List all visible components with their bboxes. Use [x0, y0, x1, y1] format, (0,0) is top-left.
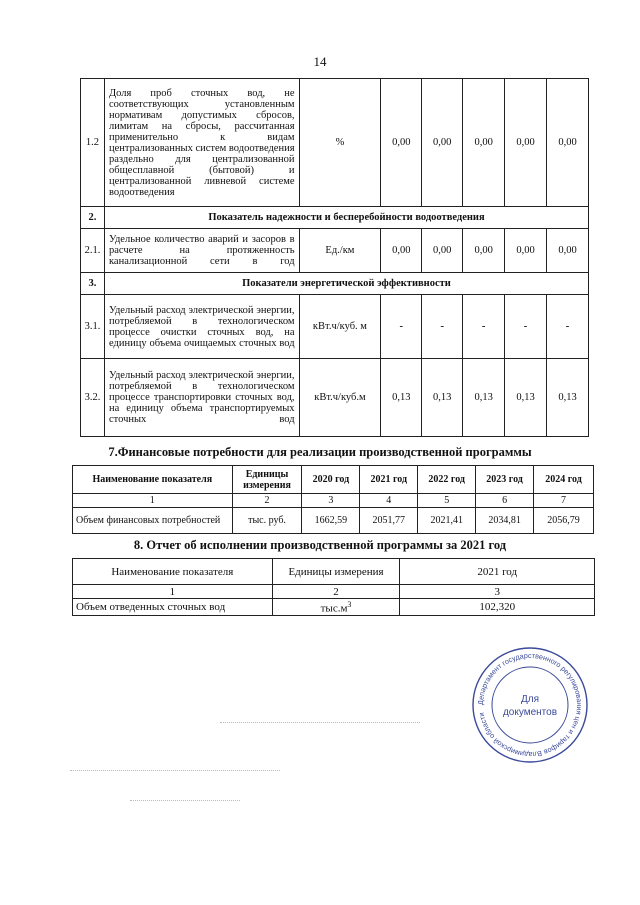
value-cell: 0,13 [505, 359, 547, 437]
indicator-name: Доля проб сточных вод, не соответствующих установленным нормативам допустимых сбросов, лимитам на сбросы, рассчитанная применительно к видам централизованных систем водоотведения раздельно для централизованной общесплавной (бытовой) и централизованной ливневой системе водоотведения [104, 79, 299, 207]
index-cell: 5 [418, 494, 476, 508]
unit-cell: кВт.ч/куб. м [299, 295, 381, 359]
index-cell: 1 [73, 585, 273, 599]
report-heading: 8. Отчет об исполнении производственной программы за 2021 год [133, 538, 507, 552]
section-row [81, 207, 589, 229]
finance-heading: 7.Финансовые потребности для реализации производственной программы [108, 445, 532, 459]
value-cell: 0,00 [547, 79, 589, 207]
unit-text: тыс.м [320, 602, 348, 615]
value-cell: - [422, 295, 463, 359]
value-cell: 0,00 [505, 229, 547, 273]
value-cell: 0,00 [381, 229, 422, 273]
row-number: 3.2. [81, 359, 105, 437]
value-cell: - [463, 295, 505, 359]
value-cell: 0,00 [381, 79, 422, 207]
stamp-ring-text: Департамент государственного регулирования цен и тарифов Владимирской области [475, 650, 585, 760]
index-cell: 6 [476, 494, 534, 508]
indicator-row [81, 229, 589, 273]
header-cell: 2023 год [476, 466, 534, 494]
finance-index-row [73, 494, 594, 508]
index-cell: 7 [534, 494, 594, 508]
section-number: 3. [81, 273, 105, 295]
indicator-name: Удельный расход электрической энергии, потребляемой в технологическом процессе очистки сточных вод, на единицу объема очищаемых сточных вод [104, 295, 299, 359]
data-cell: 102,320 [400, 599, 595, 616]
document-stamp [470, 645, 590, 765]
value-cell: 0,13 [381, 359, 422, 437]
report-data-row [73, 599, 595, 616]
data-cell: Объем отведенных сточных вод [73, 599, 273, 616]
report-header-row [73, 559, 595, 585]
finance-table [72, 465, 594, 534]
header-cell: Единицы измерения [232, 466, 302, 494]
section-title: Показатели энергетической эффективности [104, 273, 588, 295]
header-cell: 2020 год [302, 466, 360, 494]
value-cell: 0,00 [422, 79, 463, 207]
unit-cell: кВт.ч/куб.м [299, 359, 381, 437]
value-cell: 0,00 [422, 229, 463, 273]
value-cell: 0,00 [463, 229, 505, 273]
value-cell: 0,13 [422, 359, 463, 437]
index-cell: 3 [302, 494, 360, 508]
report-index-row [73, 585, 595, 599]
indicator-row [81, 79, 589, 207]
stamp-outer-ring [473, 648, 587, 762]
header-cell: Наименование показателя [73, 466, 233, 494]
stamp-center-line2: документов [502, 707, 558, 718]
indicator-name: Удельный расход электрической энергии, потребляемой в технологическом процессе транспортировки сточных вод, на единицу объема транспортируемых сточных вод [104, 359, 299, 437]
finance-data-row [73, 508, 594, 534]
data-cell: тыс. руб. [232, 508, 302, 534]
row-number: 1.2 [81, 79, 105, 207]
report-table [72, 558, 595, 616]
section-title: Показатель надежности и бесперебойности водоотведения [104, 207, 588, 229]
unit-cell: % [299, 79, 381, 207]
scan-dotted-line [70, 770, 280, 771]
data-cell: 2021,41 [418, 508, 476, 534]
value-cell: 0,13 [463, 359, 505, 437]
header-cell: 2021 год [360, 466, 418, 494]
section-row [81, 273, 589, 295]
finance-header-row [73, 466, 594, 494]
indicator-row [81, 295, 589, 359]
stamp-center-line1: Для [520, 694, 540, 705]
indicators-table [80, 78, 589, 437]
unit-superscript: 3 [347, 600, 352, 609]
stamp-inner-ring [492, 667, 568, 743]
header-cell: 2024 год [534, 466, 594, 494]
value-cell: - [381, 295, 422, 359]
unit-cell [272, 599, 400, 616]
scan-dotted-line [220, 722, 420, 723]
index-cell: 3 [400, 585, 595, 599]
indicator-row [81, 359, 589, 437]
value-cell: 0,13 [547, 359, 589, 437]
data-cell: 2051,77 [360, 508, 418, 534]
indicator-name: Удельное количество аварий и засоров в расчете на протяженность канализационной сети в год [104, 229, 299, 273]
index-cell: 1 [73, 494, 233, 508]
data-cell: 1662,59 [302, 508, 360, 534]
index-cell: 2 [232, 494, 302, 508]
section-number: 2. [81, 207, 105, 229]
data-cell: Объем финансовых потребностей [73, 508, 233, 534]
row-number: 3.1. [81, 295, 105, 359]
row-number: 2.1. [81, 229, 105, 273]
value-cell: - [505, 295, 547, 359]
header-cell: 2021 год [400, 559, 595, 585]
index-cell: 2 [272, 585, 400, 599]
data-cell: 2034,81 [476, 508, 534, 534]
header-cell: Наименование показателя [73, 559, 273, 585]
value-cell: 0,00 [547, 229, 589, 273]
unit-cell: Ед./км [299, 229, 381, 273]
scan-dotted-line [130, 800, 240, 801]
data-cell: 2056,79 [534, 508, 594, 534]
page-number: 14 [313, 54, 327, 69]
header-cell: Единицы измерения [272, 559, 400, 585]
value-cell: - [547, 295, 589, 359]
index-cell: 4 [360, 494, 418, 508]
value-cell: 0,00 [463, 79, 505, 207]
header-cell: 2022 год [418, 466, 476, 494]
value-cell: 0,00 [505, 79, 547, 207]
